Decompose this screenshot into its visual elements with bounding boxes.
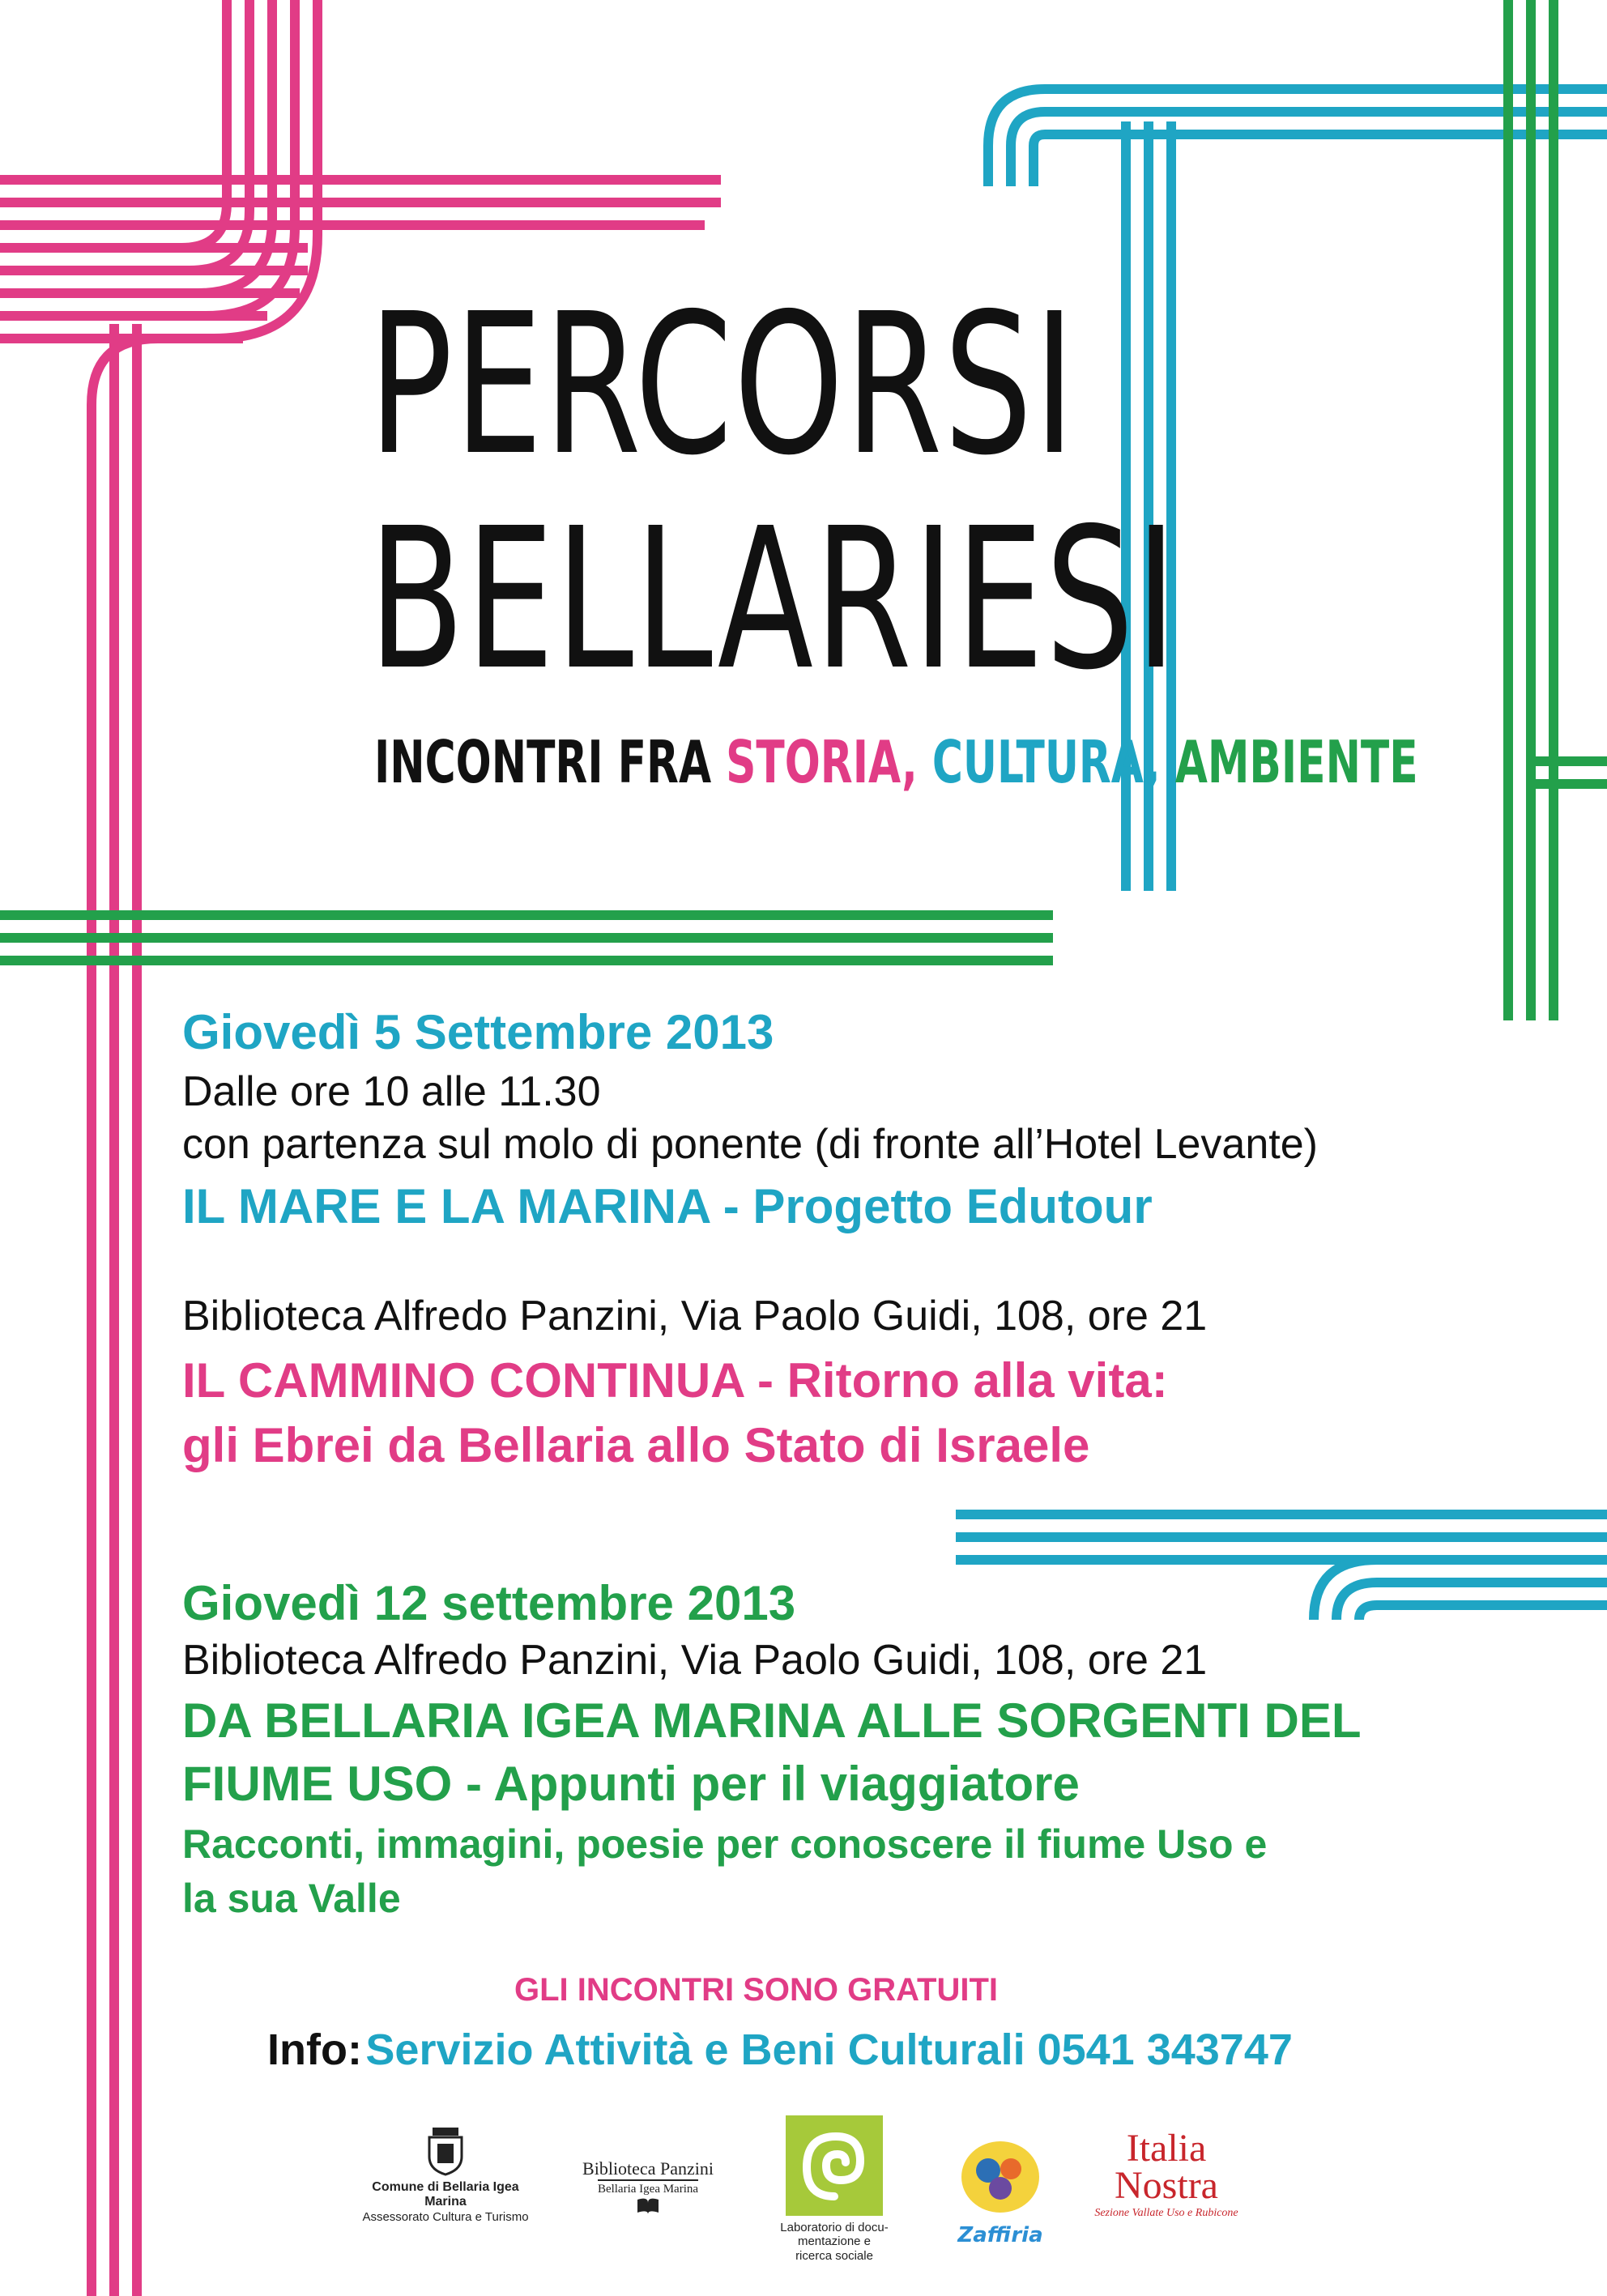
subtitle xyxy=(374,728,1418,796)
subtitle-word-storia: STORIA xyxy=(726,728,902,796)
laboratorio-line-3: ricerca sociale xyxy=(795,2248,873,2263)
subtitle-separator: , xyxy=(902,728,932,796)
event2-title-line-1: IL CAMMINO CONTINUA - Ritorno alla vita: xyxy=(182,1353,1168,1408)
book-icon xyxy=(636,2196,660,2214)
free-events-notice: GLI INCONTRI SONO GRATUITI xyxy=(514,1972,999,2008)
subtitle-separator-2: , xyxy=(1144,728,1175,796)
laboratorio-line-2: mentazione e xyxy=(797,2234,872,2249)
italia-nostra-line-2: Nostra xyxy=(1115,2163,1218,2207)
event2-place: Biblioteca Alfredo Panzini, Via Paolo Guidi, 108, ore 21 xyxy=(182,1293,1208,1340)
subtitle-word-ambiente: AMBIENTE xyxy=(1174,728,1418,796)
event1-place: con partenza sul molo di ponente (di fronte all’Hotel Levante) xyxy=(182,1121,1318,1168)
logo-laboratorio xyxy=(774,2115,895,2263)
comune-caption xyxy=(356,2180,535,2224)
event3-place: Biblioteca Alfredo Panzini, Via Paolo Guidi, 108, ore 21 xyxy=(182,1637,1208,1684)
event3-title-line-1: DA BELLARIA IGEA MARINA ALLE SORGENTI DEL xyxy=(182,1693,1362,1748)
comune-name: Comune di Bellaria Igea Marina xyxy=(372,2180,519,2209)
biblioteca-name: Biblioteca Panzini xyxy=(582,2158,714,2179)
comune-dept: Assessorato Cultura e Turismo xyxy=(362,2209,529,2224)
event1-time: Dalle ore 10 alle 11.30 xyxy=(182,1068,601,1115)
subtitle-prefix: INCONTRI FRA xyxy=(374,728,727,796)
event3-desc-line-1: Racconti, immagini, poesie per conoscere il fiume Uso e xyxy=(182,1821,1268,1867)
logo-italia-nostra xyxy=(1085,2127,1247,2220)
spiral-icon xyxy=(786,2115,883,2216)
title-line-2: BELLARIESI xyxy=(369,486,1179,713)
zaffiria-icon xyxy=(956,2138,1045,2219)
green-stripes-middle xyxy=(0,915,1053,961)
info-label: Info: xyxy=(267,2026,362,2074)
italia-nostra-section: Sezione Vallate Uso e Rubicone xyxy=(1094,2207,1238,2220)
laboratorio-line-1: Laboratorio di docu- xyxy=(780,2221,889,2234)
subtitle-word-cultura: CULTURA xyxy=(931,728,1145,796)
event1-title: IL MARE E LA MARINA - Progetto Edutour xyxy=(182,1179,1153,1233)
cyan-stripes-bottom xyxy=(956,1514,1607,1620)
biblioteca-town: Bellaria Igea Marina xyxy=(598,2179,698,2196)
event3-desc-line-2: la sua Valle xyxy=(182,1876,401,1921)
green-stripes-right xyxy=(1508,0,1607,1020)
event1-date: Giovedì 5 Settembre 2013 xyxy=(182,1005,774,1059)
logo-biblioteca xyxy=(567,2158,729,2214)
info-line xyxy=(267,2025,1293,2075)
italia-nostra-line-1: Italia xyxy=(1126,2127,1207,2170)
info-text: Servizio Attività e Beni Culturali 0541 343747 xyxy=(365,2026,1293,2074)
coat-of-arms-icon xyxy=(421,2126,470,2176)
zaffiria-name: Zaffiria xyxy=(957,2223,1043,2247)
laboratorio-mark xyxy=(786,2115,883,2216)
title-line-1: PERCORSI xyxy=(369,271,1076,498)
event2-title-line-2: gli Ebrei da Bellaria allo Stato di Israele xyxy=(182,1418,1090,1472)
event3-date: Giovedì 12 settembre 2013 xyxy=(182,1576,796,1630)
laboratorio-caption xyxy=(774,2221,895,2263)
event3-title-line-2: FIUME USO - Appunti per il viaggiatore xyxy=(182,1757,1080,1811)
logo-comune xyxy=(356,2126,535,2224)
logo-zaffiria xyxy=(944,2138,1057,2247)
